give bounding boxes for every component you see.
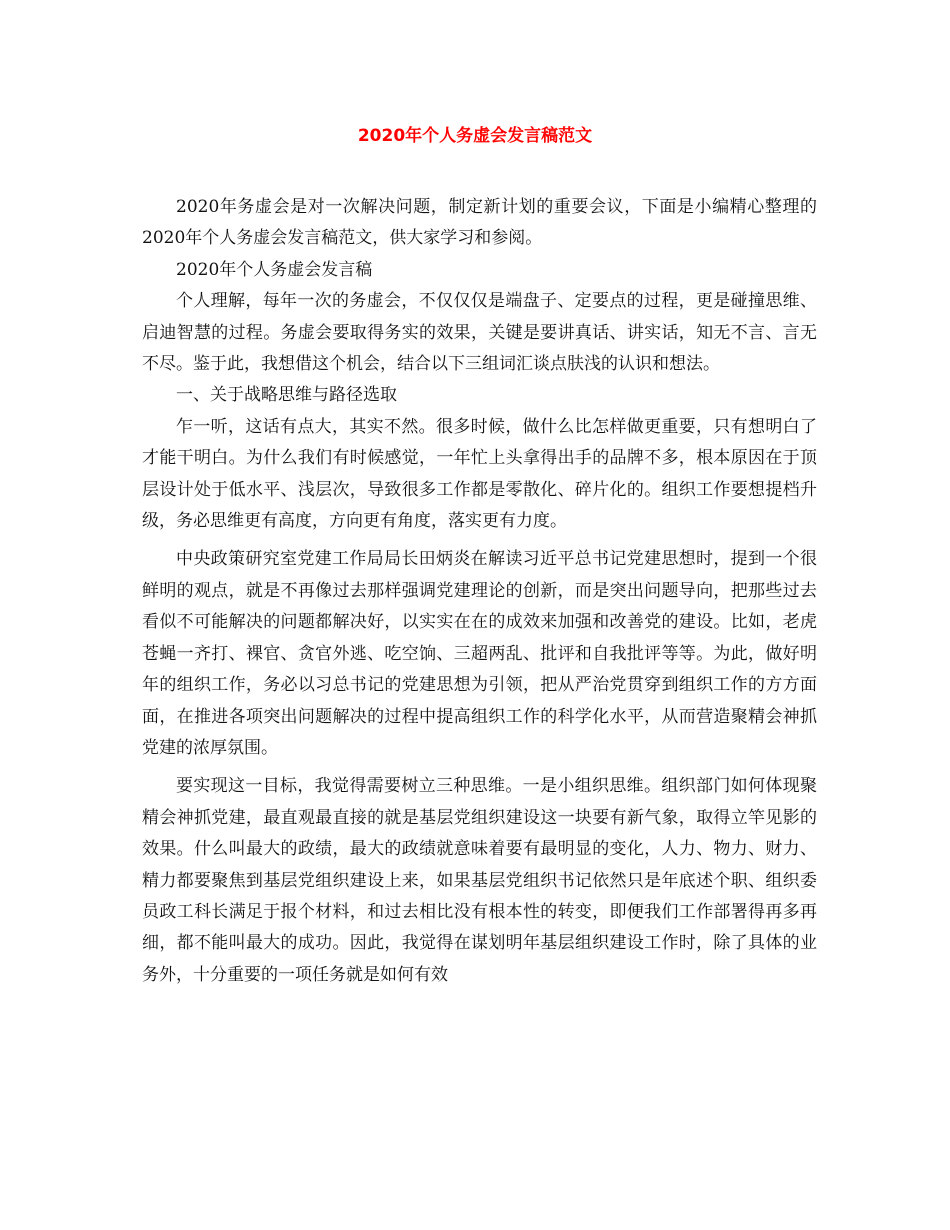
paragraph-section-1: 乍一听，这话有点大，其实不然。很多时候，做什么比怎样做更重要，只有想明白了才能干明白。为什么我们有时候感觉，一年忙上头拿得出手的品牌不多，根本原因在于顶层设计处于低水平、浅层次，导致很多工作都是零散化、碎片化的。组织工作要想提档升级，务必思维更有高度，方向更有角度，落实更有力度。 <box>142 416 817 532</box>
paragraph-three-thinking: 要实现这一目标，我觉得需要树立三种思维。一是小组织思维。组织部门如何体现聚精会神抓党建，最直观最直接的就是基层党组织建设这一块要有新气象，取得立竿见影的效果。什么叫最大的政绩，最大的政绩就意味着要有最明显的变化，人力、物力、财力、精力都要聚焦到基层党组织建设上来，如果基层党组织书记依然只是年底述个职、组织委员政工科长满足于报个材料，和过去相比没有根本性的转变，即便我们工作部署得再多再细，都不能叫最大的成功。因此，我觉得在谋划明年基层组织建设工作时，除了具体的业务外，十分重要的一项任务就是如何有效 <box>142 776 817 985</box>
document-title: 2020年个人务虚会发言稿范文 <box>357 126 593 146</box>
document-body <box>142 192 817 991</box>
paragraph-intro: 2020年务虚会是对一次解决问题，制定新计划的重要会议，下面是小编精心整理的2020年个人务虚会发言稿范文，供大家学习和参阅。 <box>142 197 817 249</box>
paragraph-policy: 中央政策研究室党建工作局局长田炳炎在解读习近平总书记党建思想时，提到一个很鲜明的观点，就是不再像过去那样强调党建理论的创新，而是突出问题导向，把那些过去看似不可能解决的问题都解决好，以实实在在的成效来加强和改善党的建设。比如，老虎苍蝇一齐打、裸官、贪官外逃、吃空饷、三超两乱、批评和自我批评等等。为此，做好明年的组织工作，务必以习总书记的党建思想为引领，把从严治党贯穿到组织工作的方方面面，在推进各项突出问题解决的过程中提高组织工作的科学化水平，从而营造聚精会神抓党建的浓厚氛围。 <box>142 549 817 758</box>
paragraph-understanding: 个人理解，每年一次的务虚会，不仅仅仅是端盘子、定要点的过程，更是碰撞思维、启迪智慧的过程。务虚会要取得务实的效果，关键是要讲真话、讲实话，知无不言、言无不尽。鉴于此，我想借这个机会，结合以下三组词汇谈点肤浅的认识和想法。 <box>142 291 817 375</box>
section-heading-1: 一、关于战略思维与路径选取 <box>176 385 397 406</box>
paragraph-subtitle: 2020年个人务虚会发言稿 <box>176 259 373 280</box>
